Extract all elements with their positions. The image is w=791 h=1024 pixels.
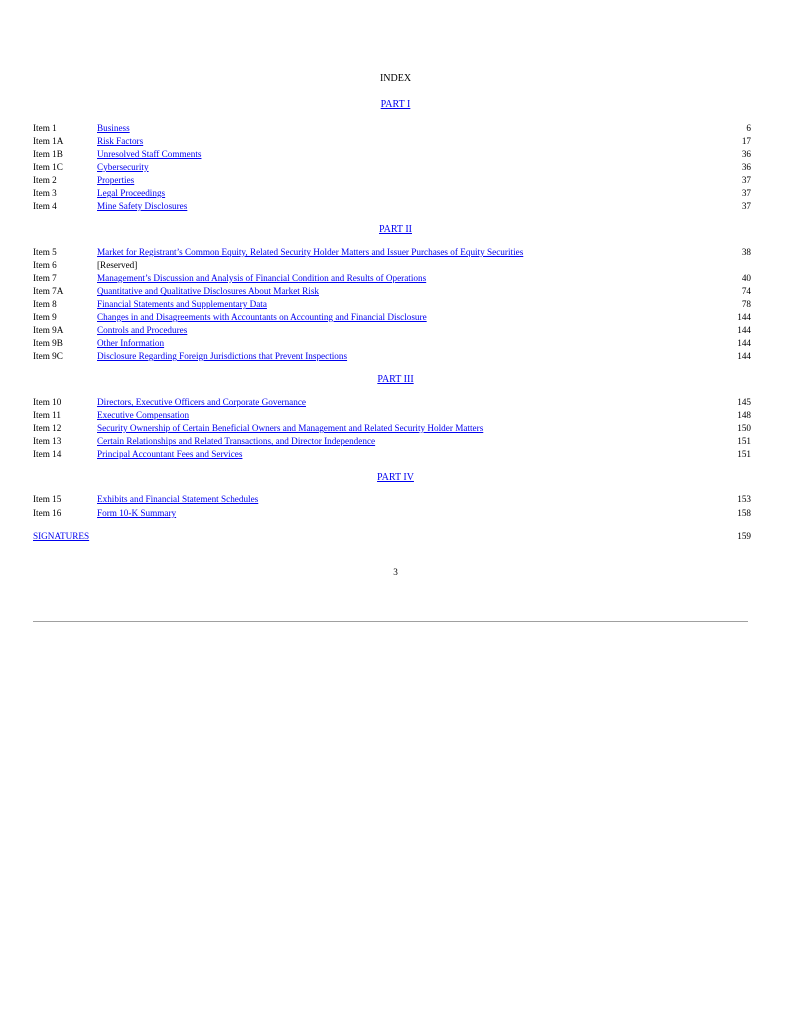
item-number: Item 11	[33, 410, 61, 420]
toc-row	[33, 187, 751, 200]
item-link[interactable]: Business	[97, 123, 130, 133]
toc-row	[33, 409, 751, 422]
signatures-row	[33, 530, 751, 543]
item-link[interactable]: Certain Relationships and Related Transactions, and Director Independence	[97, 436, 376, 446]
toc-row	[33, 200, 751, 213]
toc-row	[33, 422, 751, 435]
toc-row	[33, 396, 751, 409]
item-link[interactable]: Exhibits and Financial Statement Schedules	[97, 494, 259, 504]
item-link[interactable]: Changes in and Disagreements with Accountants on Accounting and Financial Disclosure	[97, 312, 427, 322]
item-link[interactable]: Financial Statements and Supplementary Data	[97, 299, 267, 309]
toc-row	[33, 448, 751, 461]
item-number: Item 14	[33, 449, 62, 459]
item-page: 36	[741, 162, 751, 172]
item-number: Item 5	[33, 247, 57, 257]
signatures-link[interactable]: SIGNATURES	[33, 531, 90, 541]
item-number: Item 1C	[33, 162, 63, 172]
toc-row	[33, 259, 751, 272]
item-page: 40	[741, 273, 751, 283]
part-1-link[interactable]: PART I	[380, 99, 411, 110]
item-page: 37	[741, 188, 751, 198]
item-link[interactable]: Quantitative and Qualitative Disclosures About Market Risk	[97, 286, 319, 296]
item-number: Item 7A	[33, 286, 64, 296]
toc-row	[33, 246, 751, 259]
toc-row	[33, 122, 751, 135]
item-page: 36	[741, 149, 751, 159]
item-link[interactable]: Mine Safety Disclosures	[97, 201, 188, 211]
part-1-heading[interactable]	[0, 99, 791, 110]
part-2-heading[interactable]	[0, 224, 791, 235]
item-link[interactable]: Cybersecurity	[97, 162, 149, 172]
item-link[interactable]: Unresolved Staff Comments	[97, 149, 202, 159]
item-number: Item 8	[33, 299, 57, 309]
item-page: 145	[737, 397, 751, 407]
item-number: Item 2	[33, 175, 57, 185]
item-link[interactable]: Legal Proceedings	[97, 188, 166, 198]
item-page: 151	[737, 436, 751, 446]
toc-row	[33, 493, 751, 506]
item-number: Item 16	[33, 508, 62, 518]
item-page: 151	[737, 449, 751, 459]
page-title: INDEX	[379, 73, 412, 84]
item-link[interactable]: Risk Factors	[97, 136, 144, 146]
part-4-heading[interactable]	[0, 472, 791, 483]
item-link[interactable]: Executive Compensation	[97, 410, 190, 420]
item-link[interactable]: Controls and Procedures	[97, 325, 188, 335]
toc-row	[33, 285, 751, 298]
item-number: Item 7	[33, 273, 57, 283]
item-number: Item 10	[33, 397, 62, 407]
toc-row	[33, 148, 751, 161]
item-page: 144	[737, 312, 751, 322]
toc-row	[33, 272, 751, 285]
item-page: 144	[737, 351, 751, 361]
item-number: Item 9B	[33, 338, 63, 348]
item-number: Item 1A	[33, 136, 64, 146]
item-number: Item 6	[33, 260, 57, 270]
part-3-heading[interactable]	[0, 374, 791, 385]
toc-row	[33, 298, 751, 311]
item-number: Item 3	[33, 188, 57, 198]
item-page: 144	[737, 325, 751, 335]
item-page: 74	[741, 286, 751, 296]
toc-row	[33, 174, 751, 187]
item-page: 150	[737, 423, 751, 433]
item-title: [Reserved]	[97, 260, 138, 270]
item-link[interactable]: Market for Registrant’s Common Equity, Related Security Holder Matters and Issuer Purchases of Equity Securities	[97, 247, 524, 257]
toc-row	[33, 324, 751, 337]
item-number: Item 9A	[33, 325, 64, 335]
item-number: Item 12	[33, 423, 62, 433]
item-number: Item 9	[33, 312, 57, 322]
item-link[interactable]: Security Ownership of Certain Beneficial Owners and Management and Related Security Holder Matters	[97, 423, 484, 433]
toc-row	[33, 350, 751, 363]
toc-row	[33, 135, 751, 148]
page-number: 3	[393, 567, 398, 577]
item-number: Item 4	[33, 201, 57, 211]
item-number: Item 1B	[33, 149, 63, 159]
item-page: 38	[741, 247, 751, 257]
item-number: Item 15	[33, 494, 62, 504]
page-divider	[33, 621, 748, 622]
part-4-link[interactable]: PART IV	[377, 472, 414, 483]
item-page: 144	[737, 338, 751, 348]
item-page: 148	[737, 410, 751, 420]
item-page: 37	[741, 201, 751, 211]
item-number: Item 1	[33, 123, 57, 133]
item-link[interactable]: Properties	[97, 175, 135, 185]
item-link[interactable]: Management’s Discussion and Analysis of Financial Condition and Results of Operations	[97, 273, 427, 283]
item-number: Item 13	[33, 436, 62, 446]
toc-row	[33, 311, 751, 324]
item-page: 153	[737, 494, 751, 504]
item-page: 78	[741, 299, 751, 309]
item-page: 17	[741, 136, 751, 146]
toc-row	[33, 337, 751, 350]
item-number: Item 9C	[33, 351, 63, 361]
part-3-link[interactable]: PART III	[377, 374, 414, 385]
item-link[interactable]: Principal Accountant Fees and Services	[97, 449, 243, 459]
item-link[interactable]: Other Information	[97, 338, 165, 348]
item-page: 37	[741, 175, 751, 185]
toc-row	[33, 161, 751, 174]
toc-row	[33, 507, 751, 520]
part-2-link[interactable]: PART II	[378, 224, 413, 235]
toc-row	[33, 435, 751, 448]
item-link[interactable]: Form 10-K Summary	[97, 508, 177, 518]
signatures-page: 159	[737, 531, 751, 541]
item-link[interactable]: Disclosure Regarding Foreign Jurisdictions that Prevent Inspections	[97, 351, 348, 361]
item-link[interactable]: Directors, Executive Officers and Corporate Governance	[97, 397, 307, 407]
item-page: 158	[737, 508, 751, 518]
item-page: 6	[746, 123, 751, 133]
